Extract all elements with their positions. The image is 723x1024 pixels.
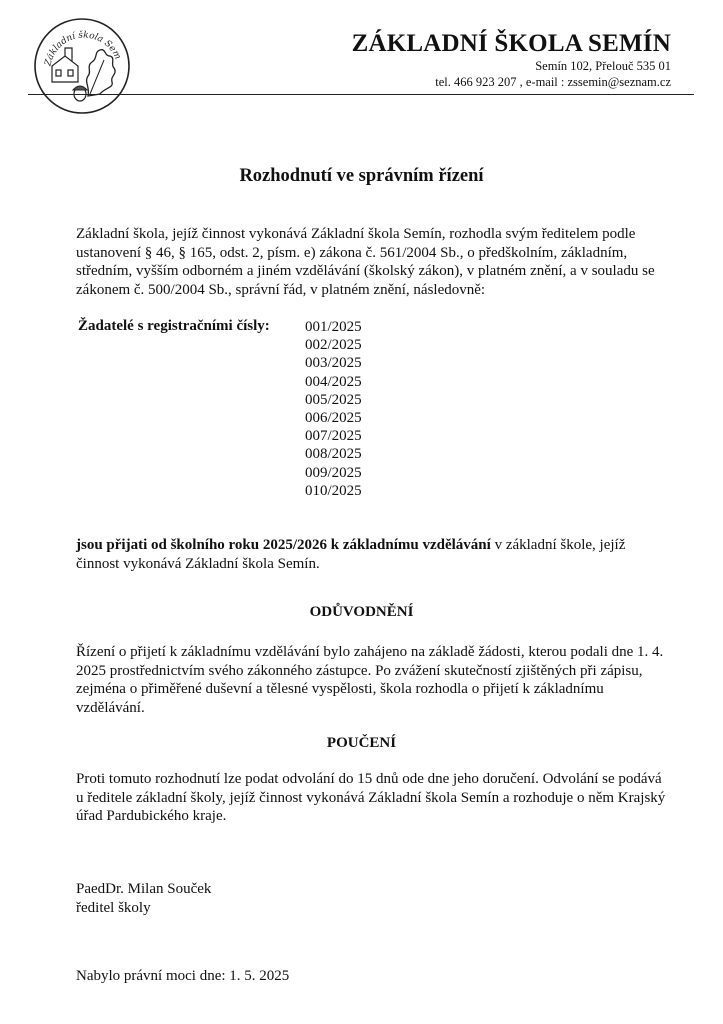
signatory-role: ředitel školy xyxy=(76,900,151,916)
registration-number: 001/2025 xyxy=(305,319,362,335)
decision-bold-text: jsou přijati od školního roku 2025/2026 k základnímu vzdělávání xyxy=(76,537,491,553)
svg-text:Základní škola Semín xyxy=(32,16,122,68)
registration-number: 003/2025 xyxy=(305,355,362,372)
logo-text: Základní škola Sem xyxy=(43,30,123,68)
registration-number: 007/2025 xyxy=(305,428,362,445)
registration-number: 010/2025 xyxy=(305,482,362,499)
decision-text: v základní škole, jejíž činnost vykonává Základní škola Semín. xyxy=(76,537,626,572)
instruction-heading: POUČENÍ xyxy=(326,735,397,751)
document-title: Rozhodnutí ve správním řízení xyxy=(239,166,484,186)
validity-date: Nabylo právní moci dne: 1. 5. 2025 xyxy=(76,968,290,984)
school-name: ZÁKLADNÍ ŠKOLA SEMÍN xyxy=(351,30,671,57)
registration-number: 002/2025 xyxy=(305,337,362,354)
justification-paragraph: Řízení o přijetí k základnímu vzdělávání bylo zahájeno na základě žádosti, kterou podali dne 1. 4. 2025 prostřednictvím svého zákonného zástupce. Po zvážení skutečností zjištěných při zápisu, zejména o přiměřené duševní a tělesné vyspělosti, škola rozhodla o přijetí k základnímu vzdělávání. xyxy=(76,644,664,716)
header-divider xyxy=(28,94,694,95)
registration-number: 006/2025 xyxy=(305,410,362,427)
school-address: Semín 102, Přelouč 535 01 xyxy=(535,59,671,73)
registration-number: 008/2025 xyxy=(305,446,362,463)
registration-number: 004/2025 xyxy=(305,373,362,390)
decision-paragraph xyxy=(76,536,671,573)
justification-heading: ODŮVODNĚNÍ xyxy=(309,604,414,620)
registration-number-list xyxy=(305,318,362,500)
applicants-label: Žadatelé s registračními čísly: xyxy=(78,318,270,334)
intro-paragraph: Základní škola, jejíž činnost vykonává Základní škola Semín, rozhodla svým ředitelem podle ustanovení § 46, § 165, odst. 2, písm. e) zákona č. 561/2004 Sb., o předškolním, základním, středním, vyšším odborném a jiném vzdělávání (školský zákon), v platném znění, a v souladu se zákonem č. 500/2004 Sb., správní řád, v platném znění, následovně: xyxy=(76,226,655,298)
instruction-paragraph: Proti tomuto rozhodnutí lze podat odvolání do 15 dnů ode dne jeho doručení. Odvolání se podává u ředitele základní školy, jejíž činnost vykonává Základní škola Semín a rozhoduje o něm Krajský úřad Pardubického kraje. xyxy=(76,771,666,824)
school-logo xyxy=(32,16,132,116)
school-contact: tel. 466 923 207 , e-mail : zssemin@seznam.cz xyxy=(435,75,671,89)
signatory-name: PaedDr. Milan Souček xyxy=(76,881,212,897)
registration-number: 005/2025 xyxy=(305,391,362,408)
registration-number: 009/2025 xyxy=(305,464,362,481)
